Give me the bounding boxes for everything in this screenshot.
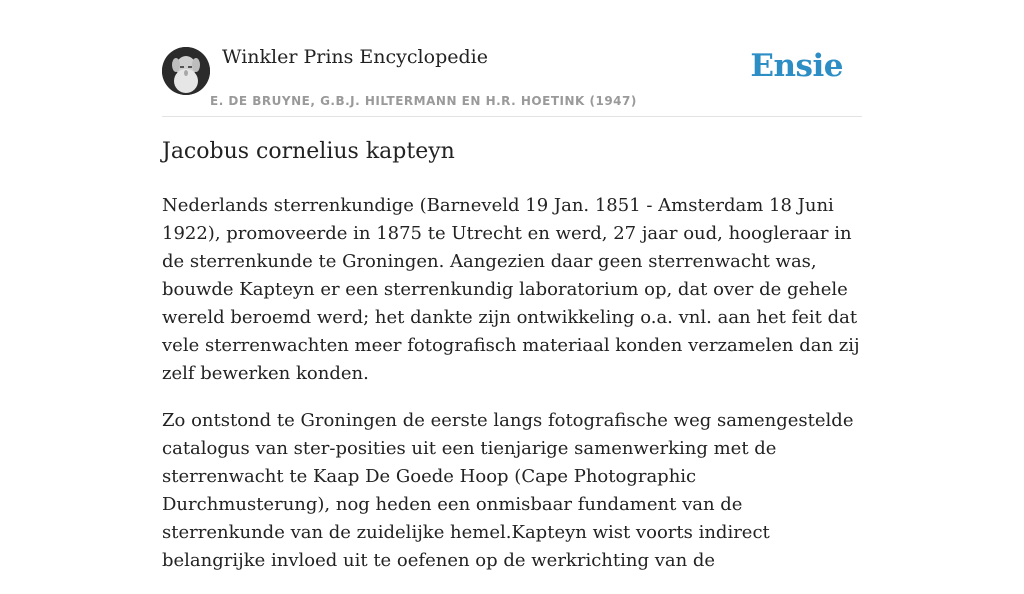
- brand-logo-link[interactable]: Ensie: [750, 48, 843, 84]
- author-portrait-icon: [162, 47, 210, 95]
- article-paragraph: Zo ontstond te Groningen de eerste langs fotografische weg samengestelde catalogus van ster-posities uit een tienjarige samenwerking met de sterrenwacht te Kaap De Goede Hoop (Cape Photographic Durchmusterung), nog heden een onmisbaar fundament van de sterrenkunde van de zuidelijke hemel.Kapteyn wist voorts indirect belangrijke invloed uit te oefenen op de werkrichting van de: [162, 410, 854, 571]
- article-paragraph: Nederlands sterrenkundige (Barneveld 19 Jan. 1851 - Amsterdam 18 Juni 1922), promoveerde in 1875 te Utrecht en werd, 27 jaar oud, hoogleraar in de sterrenkunde te Groningen. Aangezien daar geen sterrenwacht was, bouwde Kapteyn er een sterrenkundig laboratorium op, dat over de gehele wereld beroemd werd; het dankte zijn ontwikkeling o.a. vnl. aan het feit dat vele sterrenwachten meer fotografisch materiaal konden verzamelen dan zij zelf bewerken konden.: [162, 195, 860, 384]
- site-title: Winkler Prins Encyclopedie: [222, 46, 488, 68]
- site-header: [162, 46, 862, 117]
- article-title: Jacobus cornelius kapteyn: [162, 139, 455, 164]
- article-body: [162, 192, 862, 594]
- authors-byline: E. DE BRUYNE, G.B.J. HILTERMANN EN H.R. HOETINK (1947): [210, 94, 637, 108]
